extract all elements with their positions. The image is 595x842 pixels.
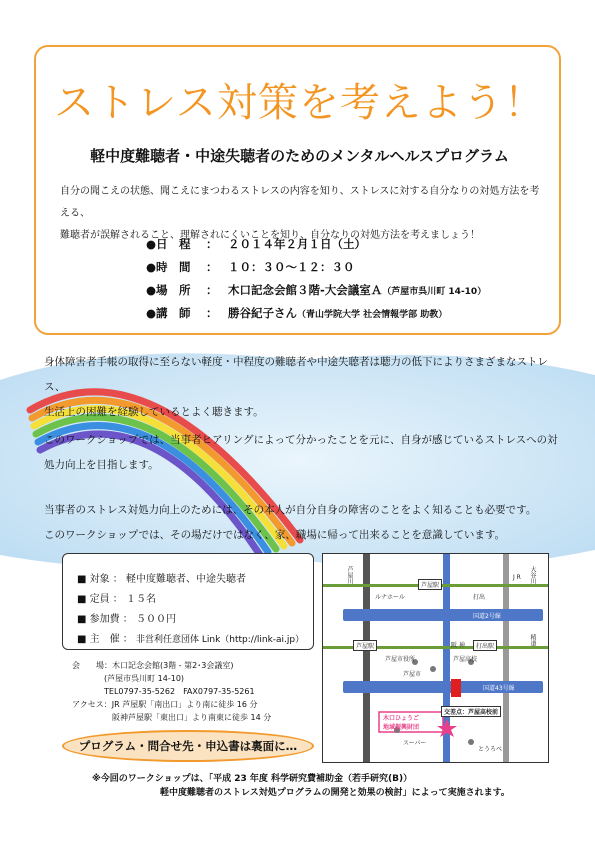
program-subtitle: 軽中度難聴者・中途失聴者のためのメンタルヘルスプログラム <box>90 147 509 165</box>
map-jr-label: J R <box>513 574 521 581</box>
header-box <box>34 45 561 335</box>
map-intersection: 交差点：芦屋高校前 <box>441 706 501 717</box>
venue-line-4: アクセス：JR 芦屋駅「南出口」より南に徒歩 16 分 <box>72 700 258 709</box>
map-label-cityhall: 芦屋市役所 <box>385 656 416 663</box>
paragraph-2: このワークショップでは、当事者ヒアリングによって分かったことを元に、自身が感じているストレスへの対 処力向上を目指します。 <box>44 434 558 471</box>
map-label-bottom: スーパー <box>403 740 427 747</box>
map-hanshin-station: 芦屋駅 <box>353 640 377 651</box>
access-map <box>322 553 549 763</box>
map-route-43-label: 国道43号線 <box>483 685 515 692</box>
map-jr-station: 芦屋駅 <box>418 579 442 590</box>
organizer-link[interactable]: 非営利任意団体 Link（http://link-ai.jp） <box>136 635 305 645</box>
map-uchide-station: 打出駅 <box>473 640 497 651</box>
map-label-left: 芦屋川 <box>346 566 353 584</box>
map-label-school: 芦屋高校 <box>453 656 478 663</box>
venue-line-3: TEL0797-35-5262 FAX0797-35-5261 <box>104 687 255 696</box>
event-date: ●日 程 ： ２０１４年２月１日（土） <box>146 237 366 251</box>
map-label-city: 芦屋市 <box>403 671 422 678</box>
event-place-value: 木口記念会館３階-大会議室Ａ <box>228 283 383 297</box>
paragraph-1: 身体障害者手帳の取得に至らない軽度・中程度の難聴者や中途失聴者は聴力の低下によりさまざまなストレス、 生活上の困難を経験しているとよく聴きます。 <box>44 356 548 418</box>
map-venue-name-2: 地域振興財団 <box>383 724 420 731</box>
event-lecturer-value: 勝谷紀子さん <box>228 306 297 320</box>
map-label-right2: 精道 <box>529 634 536 646</box>
footer-line-1: ※今回のワークショップは、「平成 23 年度 科学研究費補助金（若手研究(B)） <box>92 774 413 784</box>
condition-capacity: ■ 定員 ： １５名 <box>77 594 156 605</box>
event-date-value: ２０１４年２月１日（土） <box>228 237 366 251</box>
paragraph-3: 当事者のストレス対処力向上のためには、その本人が自分自身の障害のことをよく知ることも必要です。 このワークショップでは、その場だけではなく、家、職場に帰って出来ることを意識しています。 <box>44 504 537 541</box>
event-lecturer-note: （青山学院大学 社会情報学部 助教） <box>297 310 448 320</box>
event-place-note: （芦屋市呉川町 14-10） <box>382 287 487 297</box>
venue-line-2: (芦屋市呉川町 14-10) <box>104 674 185 683</box>
condition-organizer: ■ 主 催 ： 非営利任意団体 Link（http://link-ai.jp） <box>77 634 305 645</box>
condition-target: ■ 対象 ： 軽中度難聴者、中途失聴者 <box>77 574 246 585</box>
back-page-callout: プログラム・問合せ先・申込書は裏面に… <box>62 730 314 762</box>
map-venue-marker <box>451 679 461 697</box>
event-place: ●場 所 ： 木口記念会館３階-大会議室Ａ（芦屋市呉川町 14-10） <box>146 283 487 297</box>
map-venue-name: 木口ひょうご <box>383 715 420 722</box>
intro-line-2: 難聴者が誤解されること、理解されにくいことを知り、自分なりの対処方法を考えましょう！ <box>60 230 480 241</box>
condition-fee: ■ 参加費 ： ５００円 <box>77 614 176 625</box>
footer-line-2: 軽中度難聴者のストレス対処プログラムの開発と効果の検討」によって実施されます。 <box>160 788 510 798</box>
event-time-value: １０：３０～１２：３０ <box>228 260 355 274</box>
map-route-2 <box>343 609 543 621</box>
intro-line-1: 自分の聞こえの状態、聞こえにまつわるストレスの内容を知り、ストレスに対する自分なりの対処方法を考える、 <box>60 186 540 219</box>
map-label-lower2: 打出 <box>473 594 486 601</box>
map-label-bottom2: とうろべ <box>478 746 503 753</box>
event-lecturer: ●講 師 ： 勝谷紀子さん（青山学院大学 社会情報学部 助教） <box>146 306 448 320</box>
page-title: ストレス対策を考えよう！ <box>54 80 545 126</box>
map-route-2-label: 国道2号線 <box>473 613 501 620</box>
event-time: ●時 間 ： １０：３０～１２：３０ <box>146 260 355 274</box>
map-hanshin-label: 阪 神 <box>451 642 465 649</box>
venue-line-1: 会 場：木口記念会館(3階 - 第2･3会議室) <box>72 661 234 670</box>
map-label-right: 大谷川 <box>529 566 536 584</box>
map-label-lower1: ルナホール <box>375 594 405 601</box>
conditions-box <box>62 553 314 650</box>
venue-line-5: 阪神芦屋駅「東出口」より南東に徒歩 14 分 <box>112 713 272 722</box>
